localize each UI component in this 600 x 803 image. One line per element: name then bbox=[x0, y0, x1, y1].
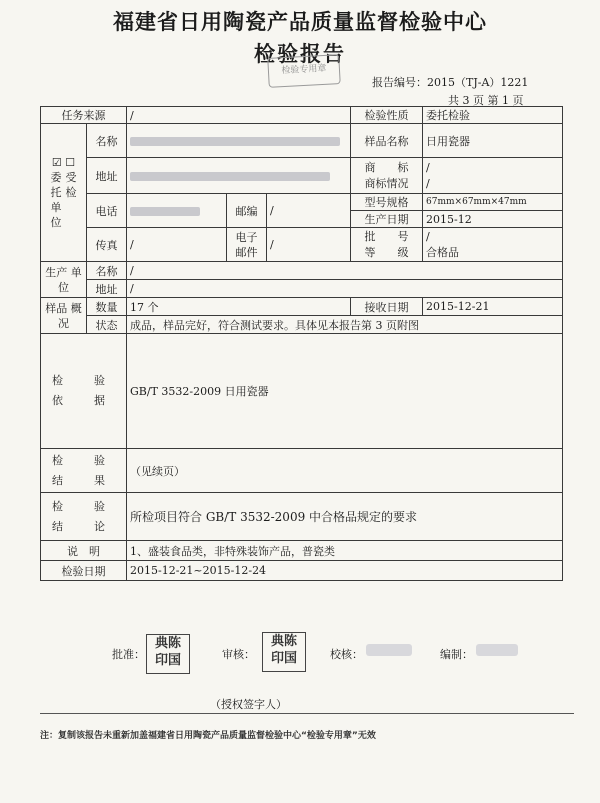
basis-value: GB/T 3532-2009 日用瓷器 bbox=[127, 334, 563, 449]
batch-grade-labels bbox=[351, 228, 423, 262]
fax-label: 传真 bbox=[87, 228, 127, 262]
conclusion-label: 检 验 结 论 bbox=[41, 493, 127, 541]
prod-date-label: 生产日期 bbox=[351, 211, 423, 228]
client-label: 委 托 单 位 bbox=[50, 171, 62, 229]
report-title: 检验报告 bbox=[254, 42, 346, 66]
approve-label: 批准： bbox=[112, 648, 145, 661]
batch-grade-values bbox=[423, 228, 563, 262]
status-value: 成品，样品完好，符合测试要求。具体见本报告第 3 页附图 bbox=[127, 316, 563, 334]
model-value: 67mm×67mm×47mm bbox=[423, 194, 563, 211]
unchecked-checkbox-icon: ☐ bbox=[65, 156, 76, 169]
page-info: 共 3 页 第 1 页 bbox=[448, 94, 524, 107]
producer-label: 生产 单位 bbox=[41, 262, 87, 298]
conclusion-value: 所检项目符合 GB/T 3532-2009 中合格品规定的要求 bbox=[127, 493, 563, 541]
sample-name-value: 日用瓷器 bbox=[423, 124, 563, 158]
inspection-seal: 检验专用章 bbox=[267, 54, 340, 88]
compile-label: 编制： bbox=[440, 648, 473, 661]
postcode-value: / bbox=[267, 194, 351, 228]
compiler-signature-redacted bbox=[476, 644, 518, 656]
reviewer-seal: 典陈 印国 bbox=[262, 632, 306, 672]
producer-name-value: / bbox=[127, 262, 563, 280]
result-value: （见续页） bbox=[127, 449, 563, 493]
grade-value: 合格品 bbox=[426, 245, 460, 259]
trademark-labels bbox=[351, 158, 423, 194]
phone-label: 电话 bbox=[87, 194, 127, 228]
checker-signature-redacted bbox=[366, 644, 412, 656]
check-label: 校核： bbox=[330, 648, 363, 661]
checked-checkbox-icon: ☑ bbox=[51, 156, 62, 169]
address-label: 地址 bbox=[87, 158, 127, 194]
report-table bbox=[40, 106, 563, 581]
inspection-nature-label: 检验性质 bbox=[351, 107, 423, 124]
inspection-nature-value: 委托检验 bbox=[423, 107, 563, 124]
inspection-date-value: 2015-12-21~2015-12-24 bbox=[127, 561, 563, 581]
producer-address-value: / bbox=[127, 280, 563, 298]
email-label: 电子 邮件 bbox=[227, 228, 267, 262]
producer-address-label: 地址 bbox=[87, 280, 127, 298]
email-value: / bbox=[267, 228, 351, 262]
signature-row bbox=[0, 634, 600, 680]
inspection-date-label: 检验日期 bbox=[41, 561, 127, 581]
review-label: 审核： bbox=[222, 648, 255, 661]
trademark-status-label: 商标情况 bbox=[364, 176, 409, 190]
batch-value: / bbox=[426, 229, 430, 243]
report-number: 报告编号：2015（TJ-A）1221 bbox=[372, 76, 529, 89]
client-unit-cell bbox=[41, 124, 87, 262]
footer-divider bbox=[40, 713, 574, 714]
footer-note: 注：复制该报告未重新加盖福建省日用陶瓷产品质量监督检验中心“检验专用章”无效 bbox=[40, 731, 376, 741]
basis-label: 检 验 依 据 bbox=[41, 334, 127, 449]
phone-value-redacted bbox=[127, 194, 227, 228]
quantity-value: 17 个 bbox=[127, 298, 351, 316]
address-value-redacted bbox=[127, 158, 351, 194]
fax-value: / bbox=[127, 228, 227, 262]
trademark-value: / bbox=[426, 160, 430, 174]
approver-seal: 典陈 印国 bbox=[146, 634, 190, 674]
trademark-values bbox=[423, 158, 563, 194]
received-date-value: 2015-12-21 bbox=[423, 298, 563, 316]
report-center-title: 福建省日用陶瓷产品质量监督检验中心 bbox=[113, 10, 487, 34]
sample-overview-label: 样品 概况 bbox=[41, 298, 87, 334]
authorized-signatory: （授权签字人） bbox=[210, 698, 287, 711]
name-label: 名称 bbox=[87, 124, 127, 158]
model-label: 型号规格 bbox=[351, 194, 423, 211]
status-label: 状态 bbox=[87, 316, 127, 334]
note-label: 说 明 bbox=[41, 541, 127, 561]
grade-label: 等 级 bbox=[364, 245, 409, 259]
result-label: 检 验 结 果 bbox=[41, 449, 127, 493]
task-source-label: 任务来源 bbox=[41, 107, 127, 124]
task-source-value: / bbox=[127, 107, 351, 124]
trademark-label: 商 标 bbox=[364, 160, 409, 174]
sample-name-label: 样品名称 bbox=[351, 124, 423, 158]
trademark-status-value: / bbox=[426, 176, 430, 190]
prod-date-value: 2015-12 bbox=[423, 211, 563, 228]
received-date-label: 接收日期 bbox=[351, 298, 423, 316]
batch-label: 批 号 bbox=[364, 229, 409, 243]
postcode-label: 邮编 bbox=[227, 194, 267, 228]
quantity-label: 数量 bbox=[87, 298, 127, 316]
producer-name-label: 名称 bbox=[87, 262, 127, 280]
note-value: 1、盛装食品类，非特殊装饰产品，普瓷类 bbox=[127, 541, 563, 561]
name-value-redacted bbox=[127, 124, 351, 158]
inspected-label: 受 检 bbox=[65, 171, 77, 199]
